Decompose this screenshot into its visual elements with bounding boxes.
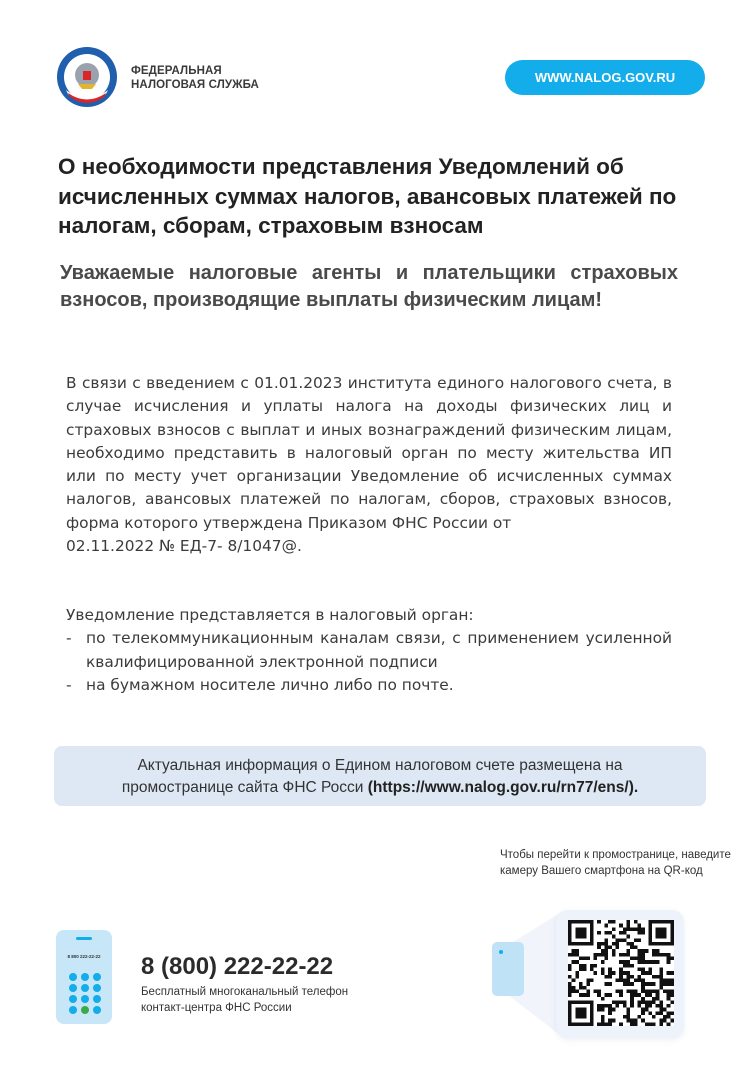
page-title: О необходимости представления Уведомлений об исчисленных суммах налогов, авансовых платежей по налогам, сборам, страховым взносам [58,154,677,238]
info-box [54,746,706,806]
key-dot [69,973,77,981]
qr-code-icon[interactable] [568,920,674,1026]
list-item [66,627,672,674]
qr-hint-text: Чтобы перейти к промостранице, наведите камеру Вашего смартфона на QR-код [500,849,731,877]
body-paragraph [66,372,672,558]
hotline-caption [141,985,348,1016]
hotline-caption-line1: Бесплатный многоканальный телефон [141,986,349,998]
key-dot [81,984,89,992]
phone-icon [56,930,112,1024]
smartphone-icon [492,942,524,996]
list-item-text: по телекоммуникационным каналам связи, с применением усиленной квалифицированной электронной подписи [86,629,672,671]
phone-speaker-icon [76,937,92,940]
info-box-line1: Актуальная информация о Едином налоговом счете размещена на [137,757,623,774]
submission-intro: Уведомление представляется в налоговый орган: [66,606,474,624]
greeting-heading: Уважаемые налоговые агенты и плательщики страховых взносов, производящие выплаты физическим лицам! [60,262,678,311]
key-dot [93,995,101,1003]
submission-methods [66,604,672,697]
info-box-line2 [54,777,706,799]
key-dot [93,973,101,981]
bullet-dash: - [66,629,72,648]
phone-icon-number: 8 800 222-22-22 [67,954,101,959]
ens-promo-link[interactable]: (https://www.nalog.gov.ru/rn77/ens/). [367,779,639,796]
key-dot [69,984,77,992]
body-paragraph-last-line: 02.11.2022 № ЕД-7- 8/1047@. [66,537,302,556]
key-dot-call [81,1006,89,1014]
body-paragraph-text: В связи с введением с 01.01.2023 института единого налогового счета, в случае исчисления и уплаты налога на доходы физических лиц и страховых взносов с выплат и иных вознаграждений физическим лицам, необходимо представить в налоговый орган по месту жительства ИП или по месту учет организации Уведомление об исчисленных суммах налогов, авансовых платежей по налогам, сборов, страховых взносов, форма которого утверждена Приказом ФНС России от [66,374,672,532]
key-dot [93,984,101,992]
bullet-dash: - [66,675,72,694]
list-item-text: на бумажном носителе лично либо по почте. [86,675,454,694]
hotline-phone-number[interactable]: 8 (800) 222-22-22 [141,953,334,980]
website-link-button[interactable]: WWW.NALOG.GOV.RU [505,60,705,95]
org-name-line1: ФЕДЕРАЛЬНАЯ [131,65,222,77]
hotline-caption-line2: контакт-центра ФНС России [141,1001,292,1014]
key-dot [81,995,89,1003]
key-dot [93,1006,101,1014]
key-dot [69,995,77,1003]
key-dot [69,1006,77,1014]
info-box-line2-text: промостранице сайта ФНС Росси [121,779,368,796]
submission-methods-list [66,627,672,697]
list-item [66,674,672,697]
camera-dot-icon [499,950,503,954]
key-dot [81,973,89,981]
keypad-icon [69,973,101,1014]
fns-emblem-icon [56,46,118,108]
org-name-line2: НАЛОГОВАЯ СЛУЖБА [131,79,259,91]
org-name [131,64,259,92]
